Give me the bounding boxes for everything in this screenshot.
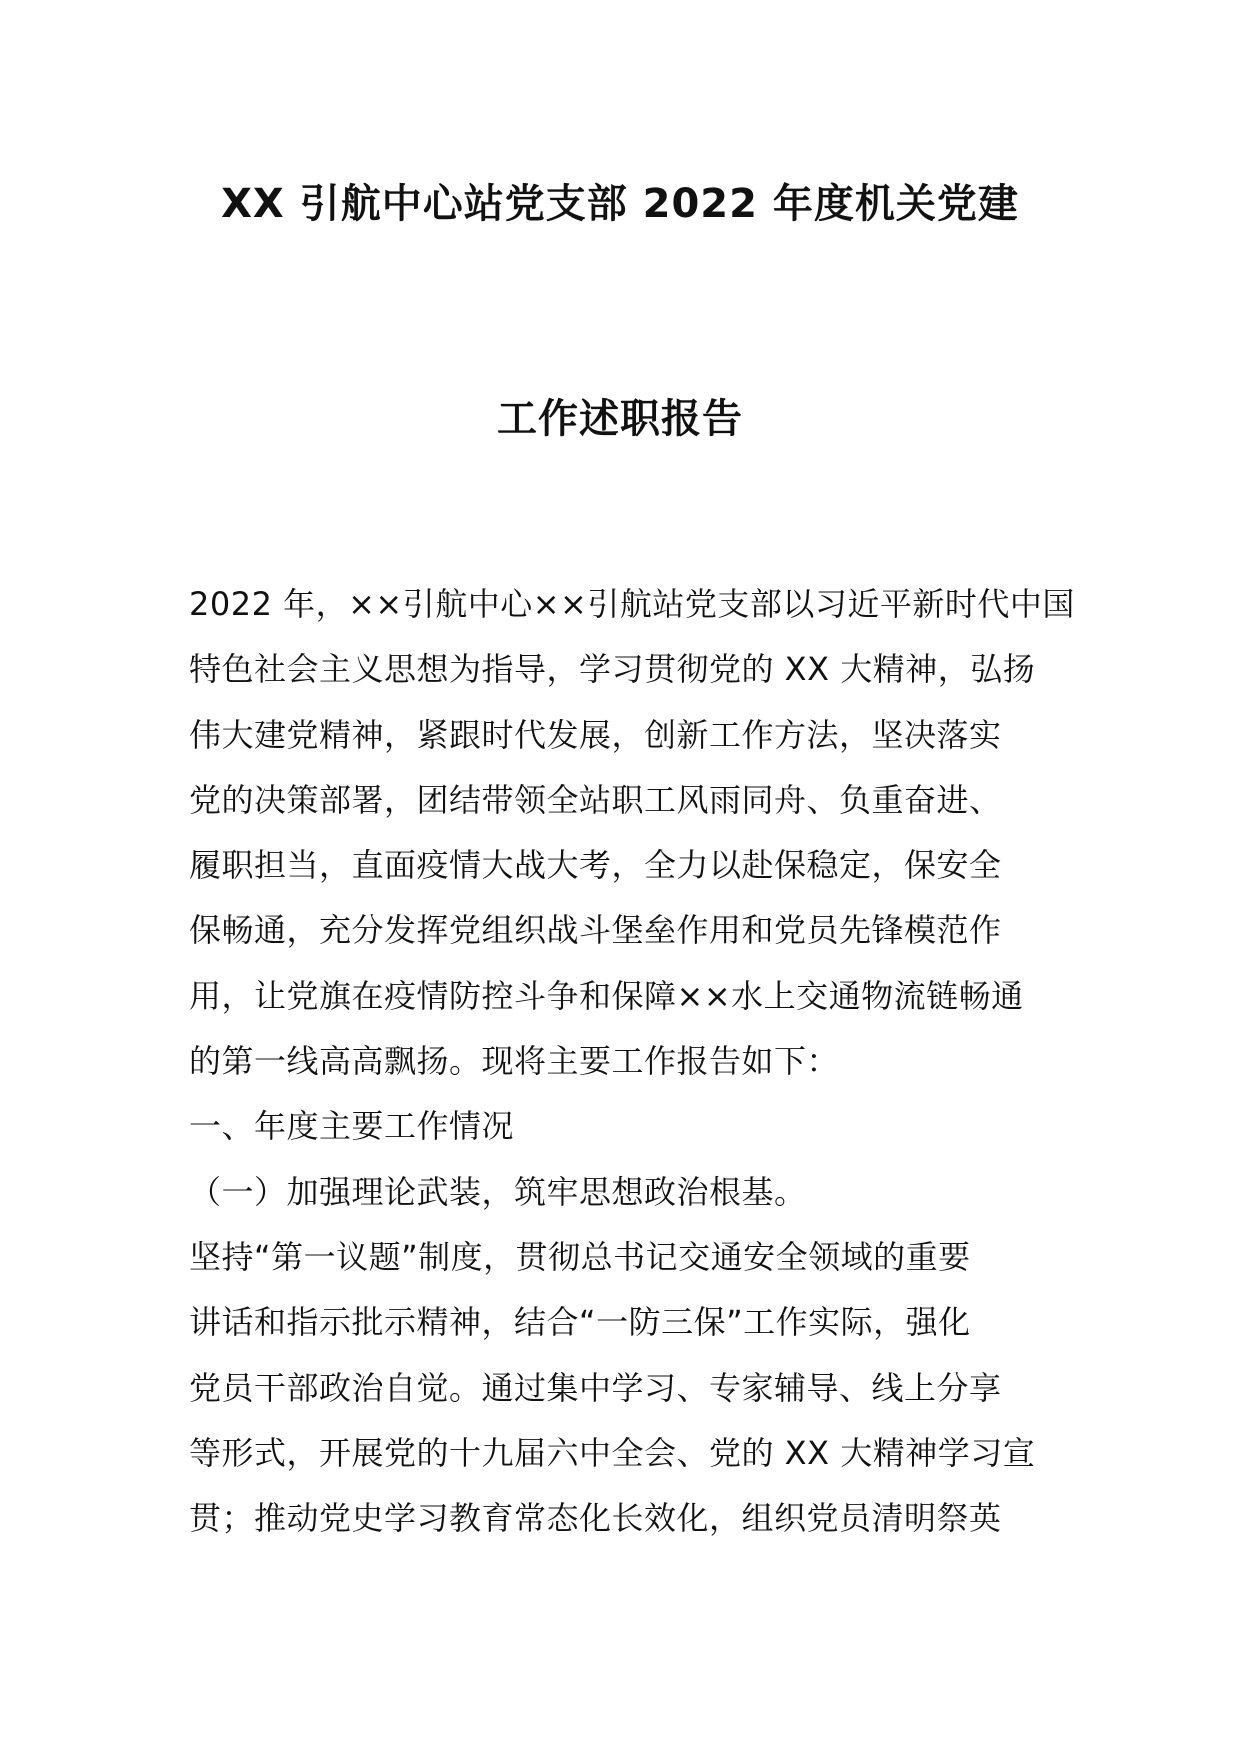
body-line: 等形式，开展党的十九届六中全会、党的 XX 大精神学习宣 [189,1433,1036,1472]
document-body [189,572,1075,1551]
body-line: 2022 年，××引航中心××引航站党支部以习近平新时代中国 [189,585,1075,623]
body-line: 伟大建党精神，紧跟时代发展，创新工作方法，坚决落实 [189,715,1002,754]
body-line: 履职担当，直面疫情大战大考，全力以赴保稳定，保安全 [189,846,1002,885]
document-title-line-1: XX 引航中心站党支部 2022 年度机关党建 [221,181,1019,227]
body-line: 用，让党旗在疫情防控斗争和保障××水上交通物流链畅通 [189,976,1024,1015]
body-line: 的第一线高高飘扬。现将主要工作报告如下： [189,1042,840,1081]
body-line: 特色社会主义思想为指导，学习贯彻党的 XX 大精神，弘扬 [189,650,1036,689]
document-title-line-2: 工作述职报告 [497,396,743,442]
body-line: 党员干部政治自觉。通过集中学习、专家辅导、线上分享 [189,1368,1002,1407]
body-line: 贯；推动党史学习教育常态化长效化，组织党员清明祭英 [189,1499,1002,1538]
body-line: 讲话和指示批示精神，结合“一防三保”工作实际，强化 [189,1303,971,1342]
section-heading: 一、年度主要工作情况 [189,1107,515,1146]
body-line: 坚持“第一议题”制度，贯彻总书记交通安全领域的重要 [189,1237,971,1276]
subsection-heading: （一）加强理论武装，筑牢思想政治根基。 [189,1172,807,1211]
body-line: 保畅通，充分发挥党组织战斗堡垒作用和党员先锋模范作 [189,911,1002,950]
body-line: 党的决策部署，团结带领全站职工风雨同舟、负重奋进、 [189,780,1002,819]
